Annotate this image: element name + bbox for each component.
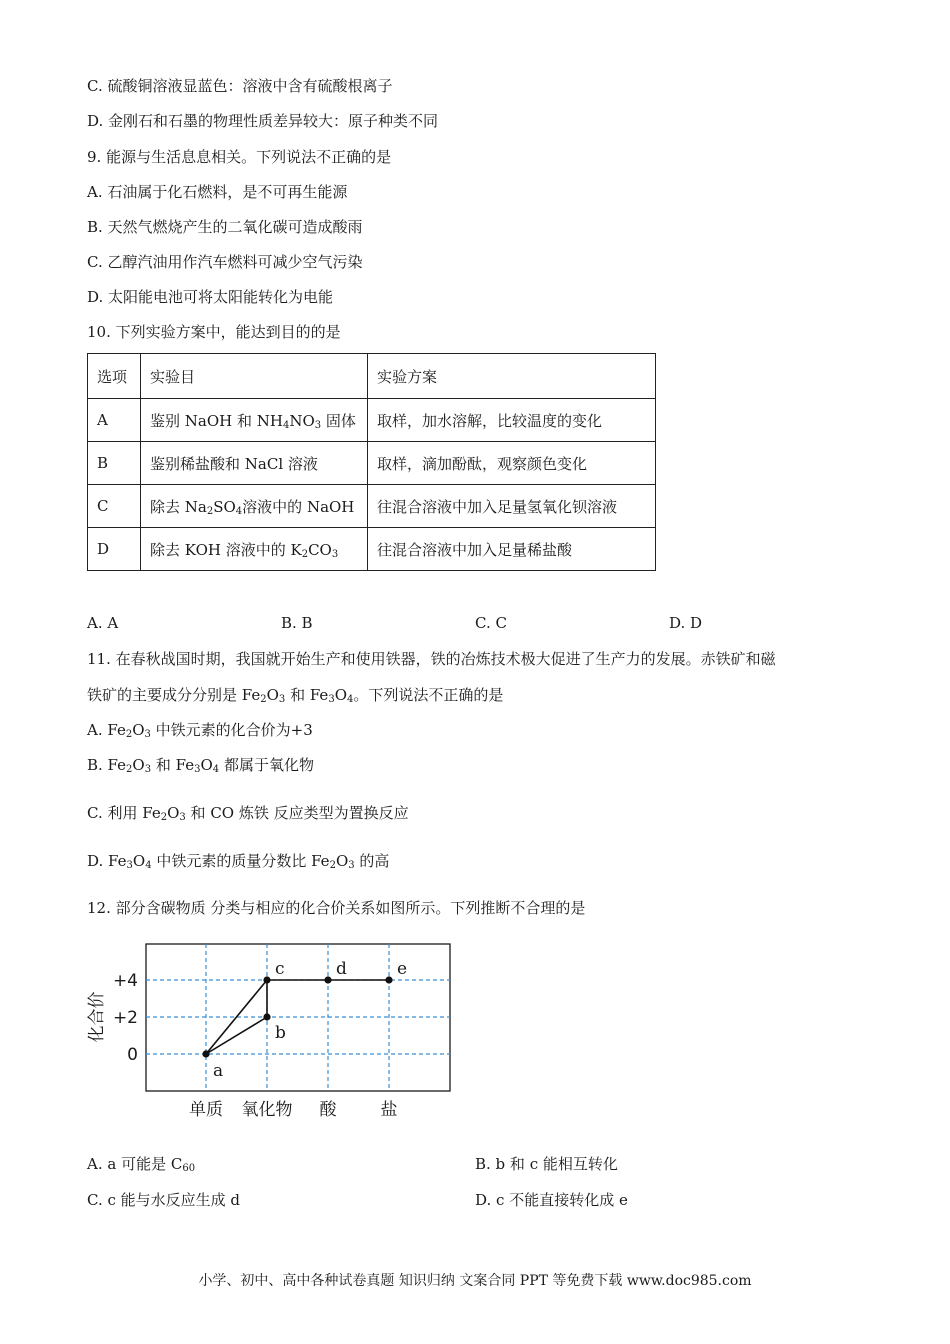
q9-stem: 9. 能源与生活息息相关。下列说法不正确的是 [87,148,392,166]
page-footer: 小学、初中、高中各种试卷真题 知识归纳 文案合同 PPT 等免费下载 www.doc985.com [198,1273,752,1289]
q9-option-d: D. 太阳能电池可将太阳能转化为电能 [87,288,334,306]
q8-option-d: D. 金刚石和石墨的物理性质差异较大：原子种类不同 [87,112,439,130]
q9-option-a: A. 石油属于化石燃料，是不可再生能源 [87,183,348,201]
q12-option-a: A. a 可能是 $C_{60}$ [87,1155,196,1174]
x-category-label: 酸 [319,1100,337,1120]
q10-choice-d: D. D [669,614,703,632]
chart-ylabel: 化合价 [87,991,107,1043]
row-option: A [88,399,141,442]
q11-stem-line1: 11. 在春秋战国时期，我国就开始生产和使用铁器，铁的冶炼技术极大促进了生产力的发展。赤铁矿和磁 [87,650,776,668]
y-tick-label: +4 [112,971,138,991]
point-b [263,1013,270,1020]
table-row [88,442,656,485]
q10-choice-a: A. A [87,614,119,632]
chart-y-ticks [113,971,138,1065]
q9-option-b: B. 天然气燃烧产生的二氧化碳可造成酸雨 [87,218,363,236]
point-a [202,1050,209,1057]
point-d [324,976,331,983]
q9-option-c: C. 乙醇汽油用作汽车燃料可减少空气污染 [87,253,363,271]
q10-table [87,353,656,571]
point-label-b: b [275,1023,286,1043]
table-row [88,485,656,528]
row-option: C [88,485,141,528]
table-header-row [88,354,656,399]
q11-option-d: D. $Fe_3O_4$ 中铁元素的质量分数比 $Fe_2O_3$ 的高 [87,852,390,871]
q11-stem-line2: 铁矿的主要成分分别是 $Fe_2O_3$ 和 $Fe_3O_4$。下列说法不正确的是 [87,686,504,705]
row-goal: 鉴别 NaOH 和 $NH_4NO_3$ 固体 [141,399,368,442]
q12-stem: 12. 部分含碳物质 分类与相应的化合价关系如图所示。下列推断不合理的是 [87,899,586,917]
row-goal: 除去 $Na_2SO_4$溶液中的 NaOH [141,485,368,528]
point-label-d: d [336,959,347,979]
link-line [206,1017,267,1054]
header-option: 选项 [88,354,141,399]
header-goal: 实验目 [141,354,368,399]
q10-stem: 10. 下列实验方案中，能达到目的的是 [87,323,341,341]
q11-option-a: A. $Fe_2O_3$ 中铁元素的化合价为+3 [87,721,313,740]
chart-x-labels [189,1100,398,1120]
header-plan: 实验方案 [368,354,656,399]
row-plan: 往混合溶液中加入足量稀盐酸 [368,528,656,571]
point-label-e: e [397,959,408,979]
q12-option-b: B. b 和 c 能相互转化 [475,1155,618,1173]
q8-option-c: C. 硫酸铜溶液显蓝色：溶液中含有硫酸根离子 [87,77,393,95]
row-plan: 往混合溶液中加入足量氢氧化钡溶液 [368,485,656,528]
x-category-label: 氧化物 [241,1100,293,1120]
point-label-a: a [213,1061,224,1081]
y-tick-label: +2 [112,1008,138,1028]
q12-option-c: C. c 能与水反应生成 d [87,1191,241,1209]
row-goal: 除去 KOH 溶液中的 $K_2CO_3$ [141,528,368,571]
q10-choice-b: B. B [281,614,313,632]
point-label-c: c [275,959,285,979]
x-category-label: 单质 [189,1100,223,1120]
valence-chart [80,935,460,1125]
table-row [88,528,656,571]
row-option: D [88,528,141,571]
q12-option-d: D. c 不能直接转化成 e [475,1191,628,1209]
row-plan: 取样，加水溶解，比较温度的变化 [368,399,656,442]
q11-option-b: B. $Fe_2O_3$ 和 $Fe_3O_4$ 都属于氧化物 [87,756,314,775]
row-plan: 取样，滴加酚酞，观察颜色变化 [368,442,656,485]
link-line [206,980,267,1054]
y-tick-label: 0 [127,1045,138,1065]
q11-option-c: C. 利用 $Fe_2O_3$ 和 CO 炼铁 反应类型为置换反应 [87,804,409,823]
table-row [88,399,656,442]
point-c [263,976,270,983]
q10-choice-c: C. C [475,614,507,632]
x-category-label: 盐 [380,1100,398,1120]
row-goal: 鉴别稀盐酸和 NaCl 溶液 [141,442,368,485]
row-option: B [88,442,141,485]
point-e [385,976,392,983]
